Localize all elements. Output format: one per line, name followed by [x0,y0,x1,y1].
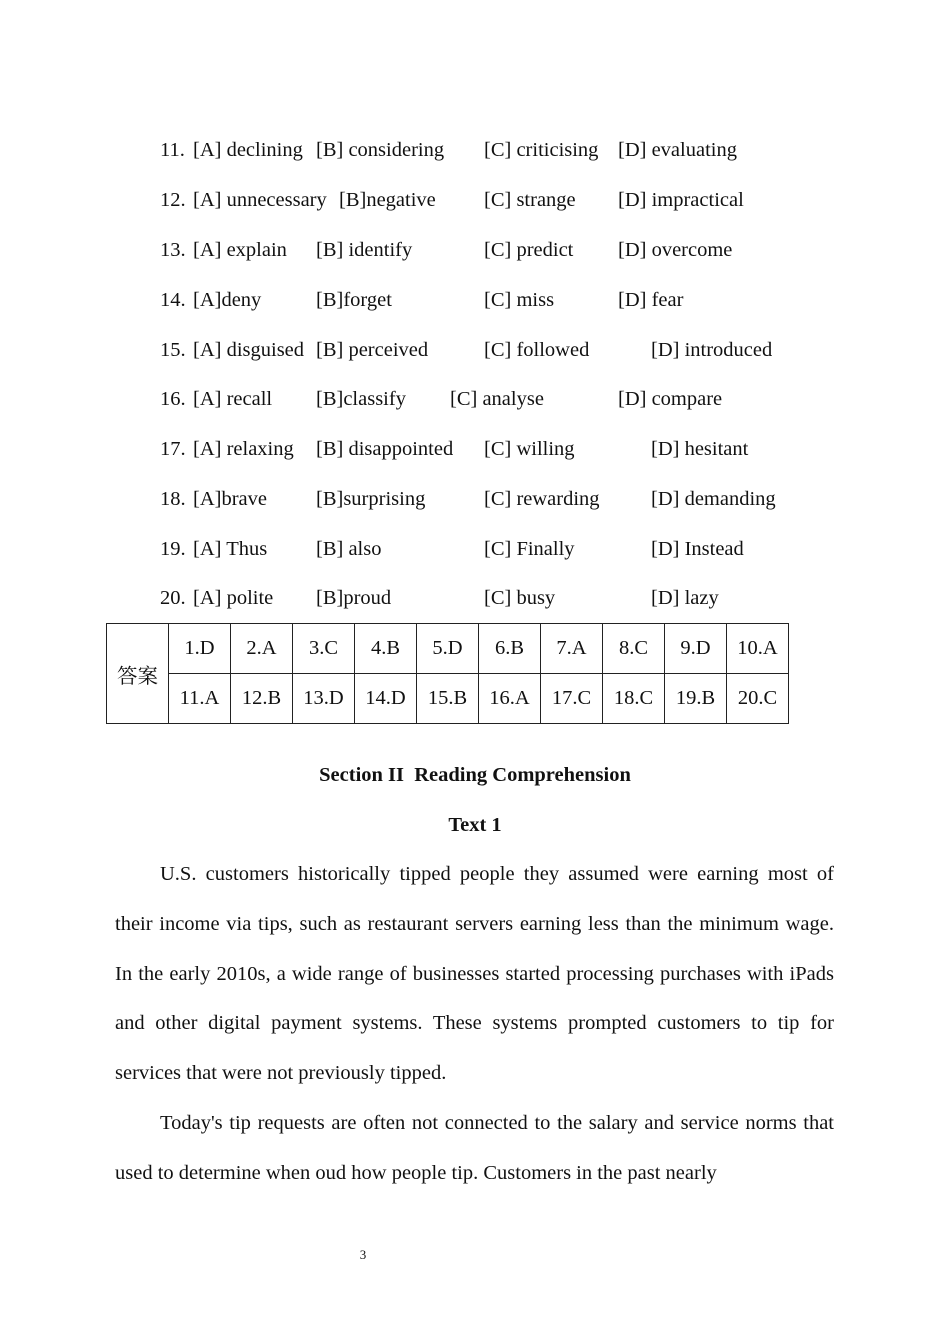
question-number: 19. [160,538,186,560]
option-a: [A] explain [193,239,287,261]
answer-cell: 6.B [479,624,541,674]
option-a: [A]deny [193,289,262,311]
option-b: [B]proud [316,587,392,609]
answer-cell: 14.D [355,674,417,724]
question-number: 12. [160,189,186,211]
option-d: [D] hesitant [651,438,749,460]
option-d: [D] compare [618,388,723,410]
option-a: [A] Thus [193,538,268,560]
option-d: [D] lazy [651,587,719,609]
answer-key-table [106,623,789,724]
option-b: [B]classify [316,388,406,410]
option-c: [C] Finally [484,538,575,560]
answer-cell: 4.B [355,624,417,674]
option-c: [C] analyse [450,388,544,410]
option-a: [A] polite [193,587,274,609]
answer-cell: 5.D [417,624,479,674]
option-a: [A] disguised [193,339,305,361]
question-number: 20. [160,587,186,609]
option-b: [B]forget [316,289,392,311]
option-d: [D] impractical [618,189,744,211]
option-d: [D] introduced [651,339,773,361]
option-c: [C] predict [484,239,574,261]
answer-cell: 1.D [169,624,231,674]
option-c: [C] strange [484,189,576,211]
question-number: 11. [160,139,185,161]
answer-row [107,624,789,674]
option-b: [B]surprising [316,488,426,510]
answer-cell: 17.C [541,674,603,724]
option-b: [B]negative [339,189,436,211]
answer-cell: 11.A [169,674,231,724]
option-c: [C] busy [484,587,556,609]
answer-cell: 20.C [727,674,789,724]
option-d: [D] fear [618,289,684,311]
question-number: 14. [160,289,186,311]
answer-cell: 10.A [727,624,789,674]
option-c: [C] miss [484,289,555,311]
question-number: 16. [160,388,186,410]
option-a: [A] relaxing [193,438,294,460]
option-c: [C] criticising [484,139,599,161]
option-a: [A] declining [193,139,303,161]
option-d: [D] evaluating [618,139,737,161]
question-number: 18. [160,488,186,510]
page-number: 3 [359,1247,367,1262]
option-b: [B] perceived [316,339,429,361]
answer-cell: 19.B [665,674,727,724]
option-d: [D] Instead [651,538,744,560]
option-a: [A] unnecessary [193,189,327,211]
option-a: [A] recall [193,388,273,410]
section-title: Section II Reading Comprehension [319,764,631,786]
question-number: 17. [160,438,186,460]
answer-cell: 15.B [417,674,479,724]
option-b: [B] considering [316,139,445,161]
answer-cell: 9.D [665,624,727,674]
option-a: [A]brave [193,488,267,510]
option-d: [D] demanding [651,488,776,510]
answer-cell: 8.C [603,624,665,674]
option-c: [C] willing [484,438,575,460]
option-c: [C] followed [484,339,590,361]
option-b: [B] disappointed [316,438,454,460]
option-b: [B] identify [316,239,413,261]
question-number: 13. [160,239,186,261]
paragraph: Today's tip requests are often not connected to the salary and service norms that used to determine when oud how people tip. Customers in the past nearly [115,1112,834,1184]
text-title: Text 1 [448,814,502,836]
option-c: [C] rewarding [484,488,600,510]
paragraph: U.S. customers historically tipped people they assumed were earning most of their income via tips, such as restaurant servers earning less than the minimum wage. In the early 2010s, a wide range of businesses started processing purchases with iPads and other digital payment systems. These systems prompted customers to tip for services that were not previously tipped. [115,863,834,1085]
answer-cell: 12.B [231,674,293,724]
answer-cell: 18.C [603,674,665,724]
option-b: [B] also [316,538,382,560]
answer-cell: 3.C [293,624,355,674]
question-number: 15. [160,339,186,361]
answer-label: 答案 [107,624,169,724]
answer-cell: 13.D [293,674,355,724]
answer-cell: 7.A [541,624,603,674]
answer-cell: 2.A [231,624,293,674]
answer-cell: 16.A [479,674,541,724]
option-d: [D] overcome [618,239,733,261]
answer-row [107,674,789,724]
